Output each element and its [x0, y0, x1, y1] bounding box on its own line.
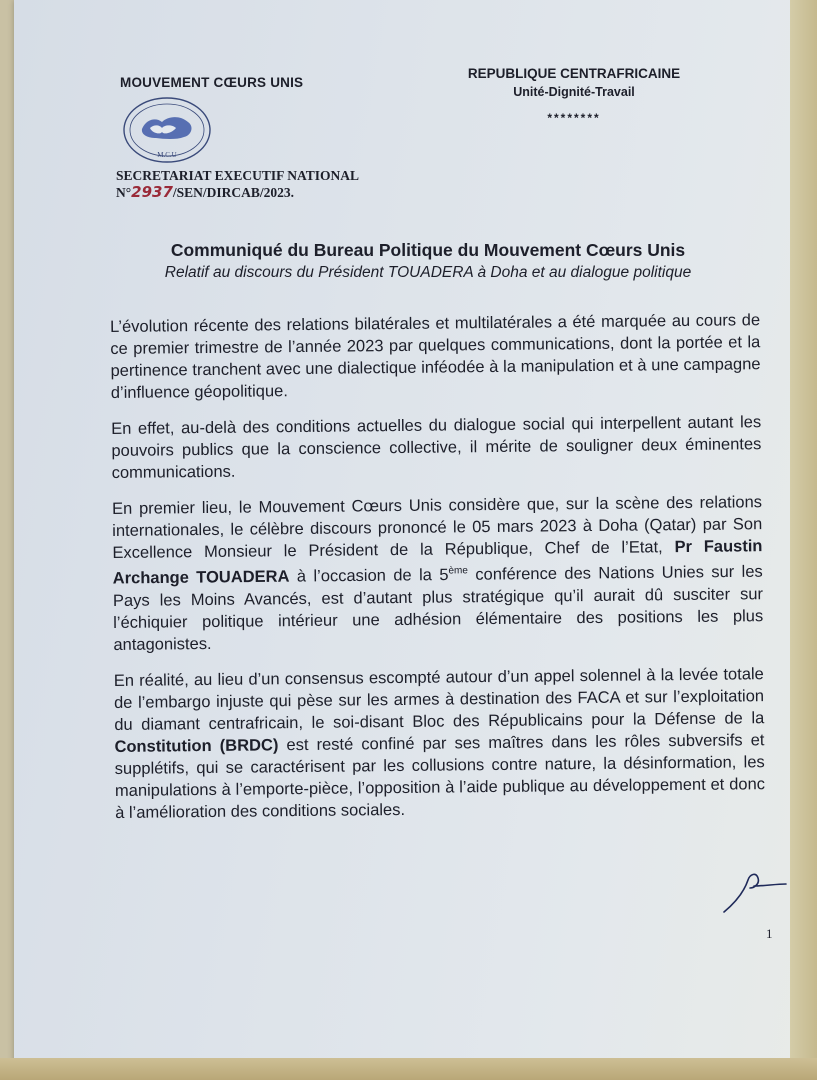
constitution-word: Constitution [114, 736, 212, 756]
secretariat-block [116, 168, 359, 201]
paragraph-3: En premier lieu, le Mouvement Cœurs Unis considère que, sur la scène des relations internationales, le célèbre discours prononcé le 05 mars 2023 à Doha (Qatar) par Son Excellence Monsieur le Président de la République, Chef de l’Etat, Pr Faustin Archange TOUADERA à l’occasion de la 5ème conférence des Nations Unies sur les Pays les Moins Avancés, est d’autant plus stratégique qu’il aurait dû susciter sur l’échiquier politique intérieur une adhésion élémentaire des positions les plus antagonistes. [111, 493, 764, 654]
country-header [439, 66, 709, 125]
org-name: MOUVEMENT CŒURS UNIS [120, 75, 304, 90]
handwritten-ref-number: 2937 [131, 183, 173, 201]
signature-initial [714, 866, 794, 916]
country-motto: Unité-Dignité-Travail [513, 85, 635, 99]
reference-number: N°2937/SEN/DIRCAB/2023. [116, 183, 295, 201]
brdc-acronym: (BRDC) [219, 735, 279, 755]
stars-divider: ******** [547, 111, 601, 125]
communique-body [110, 309, 765, 837]
communique-title: Communiqué du Bureau Politique du Mouvement Cœurs Unis [170, 240, 686, 260]
country-name: REPUBLIQUE CENTRAFRICAINE [467, 66, 681, 81]
page-number: 1 [766, 926, 773, 941]
paragraph-4: En réalité, au lieu d’un consensus escompté autour d’un appel solennel à la levée totale de l’embargo injuste qui pèse sur les armes à destination des FACA et sur l’exploitation du diamant centrafricain, le soi-disant Bloc des Républicains pour la Défense de la Constitution (BRDC) est resté confiné par ses maîtres dans les rôles subversifs et supplétifs, qui se caractérisent par les collusions contre nature, la désinformation, les manipulations à l’emporte-pièce, l’opposition à l’aide publique au développement et donc à l’amélioration des conditions sociales. [113, 664, 766, 822]
party-seal-logo [120, 95, 214, 165]
paper-edge-right [790, 0, 817, 1080]
paper-edge-bottom [0, 1058, 817, 1080]
document-page [14, 0, 804, 1080]
president-name: Pr Faustin Archange TOUADERA [112, 537, 763, 588]
secretariat-title: SECRETARIAT EXECUTIF NATIONAL [116, 168, 360, 183]
communique-subtitle: Relatif au discours du Président TOUADERA à Doha et au dialogue politique [164, 264, 692, 281]
seal-label: M.C.U [157, 151, 177, 159]
paragraph-1: L’évolution récente des relations bilatérales et multilatérales a été marquée au cours de ce premier trimestre de l’année 2023 par quelques communications, dont la portée et la pertinence tranchent avec une dialectique inféodée à la manipulation et à une campagne d’influence géopolitique. [110, 311, 761, 402]
paragraph-2: En effet, au-delà des conditions actuelles du dialogue social qui interpellent autant les pouvoirs publics que la conscience collective, il mérite de souligner deux éminentes communications. [111, 413, 762, 482]
